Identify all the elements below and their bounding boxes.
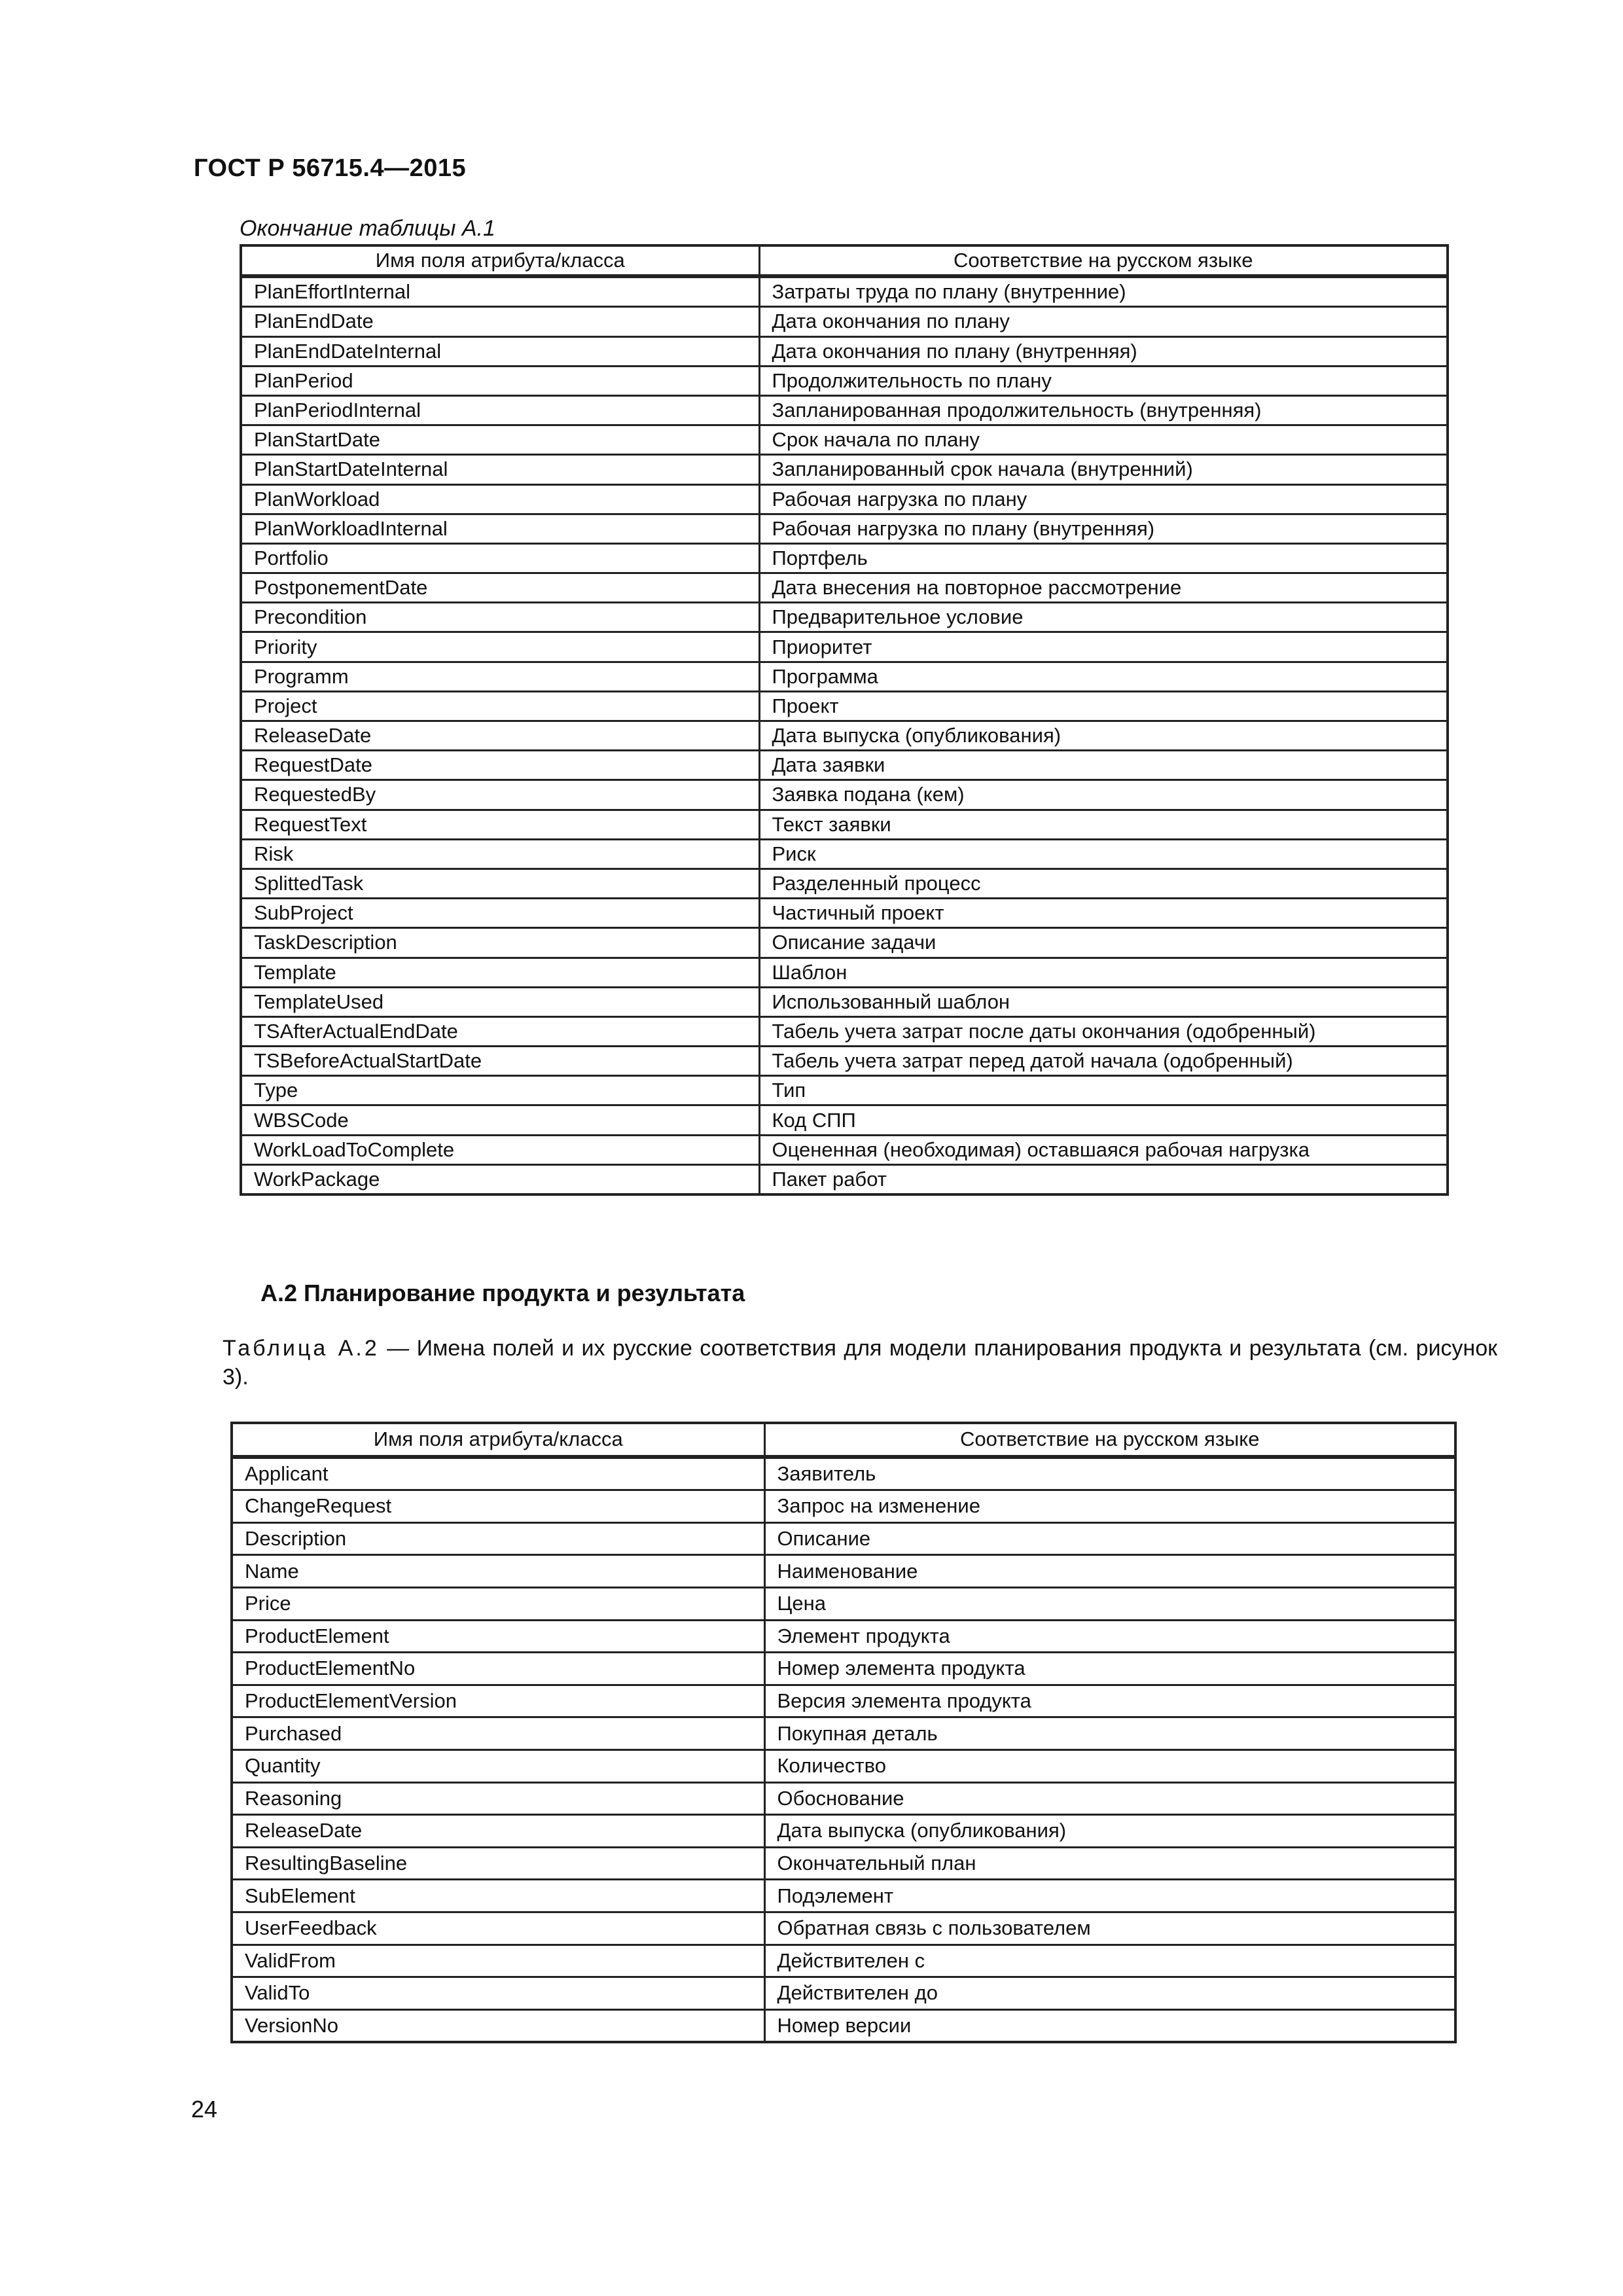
field-name-cell: ReleaseDate <box>241 721 759 751</box>
table-row <box>241 307 1448 336</box>
table-row <box>232 1782 1455 1815</box>
table-row <box>232 1847 1455 1880</box>
russian-equivalent-cell: Текст заявки <box>759 810 1448 839</box>
russian-equivalent-cell: Дата выпуска (опубликования) <box>759 721 1448 751</box>
table-row <box>232 1522 1455 1555</box>
table-row <box>232 1912 1455 1945</box>
field-name-cell: PlanStartDate <box>241 425 759 455</box>
russian-equivalent-cell: Оцененная (необходимая) оставшаяся рабочая нагрузка <box>759 1135 1448 1164</box>
field-name-cell: PlanWorkload <box>241 484 759 514</box>
table-row <box>241 691 1448 721</box>
russian-equivalent-cell: Действителен с <box>764 1945 1455 1977</box>
table-body <box>232 1457 1455 2043</box>
russian-equivalent-cell: Табель учета затрат после даты окончания (одобренный) <box>759 1016 1448 1046</box>
table-row <box>232 1749 1455 1782</box>
russian-equivalent-cell: Табель учета затрат перед датой начала (одобренный) <box>759 1047 1448 1076</box>
table-row <box>241 336 1448 366</box>
column-header-russian: Соответствие на русском языке <box>759 245 1448 276</box>
russian-equivalent-cell: Запланированный срок начала (внутренний) <box>759 455 1448 484</box>
table-header-row <box>232 1423 1455 1457</box>
field-name-cell: Type <box>241 1076 759 1105</box>
russian-equivalent-cell: Запланированная продолжительность (внутренняя) <box>759 395 1448 425</box>
russian-equivalent-cell: Предварительное условие <box>759 603 1448 632</box>
field-name-cell: RequestText <box>241 810 759 839</box>
document-id-header: ГОСТ Р 56715.4—2015 <box>194 154 467 182</box>
table-row <box>241 366 1448 395</box>
field-name-cell: ValidTo <box>232 1977 764 2010</box>
table-row <box>232 1945 1455 1977</box>
field-name-cell: Name <box>232 1555 764 1588</box>
field-name-cell: Programm <box>241 662 759 691</box>
table-row <box>241 751 1448 780</box>
table-row <box>232 1977 1455 2010</box>
russian-equivalent-cell: Описание задачи <box>759 928 1448 958</box>
table-row <box>241 1105 1448 1135</box>
table-row <box>241 632 1448 662</box>
field-name-cell: PlanEndDate <box>241 307 759 336</box>
table-row <box>232 1717 1455 1750</box>
field-name-cell: SplittedTask <box>241 869 759 898</box>
russian-equivalent-cell: Обоснование <box>764 1782 1455 1815</box>
russian-equivalent-cell: Количество <box>764 1749 1455 1782</box>
table-row <box>241 543 1448 573</box>
russian-equivalent-cell: Программа <box>759 662 1448 691</box>
table-body <box>241 276 1448 1194</box>
table-caption <box>223 1334 1497 1391</box>
field-name-cell: WorkLoadToComplete <box>241 1135 759 1164</box>
field-name-cell: PostponementDate <box>241 573 759 603</box>
field-name-cell: TSAfterActualEndDate <box>241 1016 759 1046</box>
table-row <box>241 780 1448 810</box>
russian-equivalent-cell: Наименование <box>764 1555 1455 1588</box>
field-name-cell: TaskDescription <box>241 928 759 958</box>
table-row <box>232 1555 1455 1588</box>
field-name-cell: WorkPackage <box>241 1164 759 1194</box>
table-row <box>241 958 1448 987</box>
russian-equivalent-cell: Проект <box>759 691 1448 721</box>
table-a1-continuation <box>240 244 1449 1196</box>
russian-equivalent-cell: Дата выпуска (опубликования) <box>764 1815 1455 1848</box>
table-header-row <box>241 245 1448 276</box>
russian-equivalent-cell: Разделенный процесс <box>759 869 1448 898</box>
table-row <box>241 1135 1448 1164</box>
russian-equivalent-cell: Обратная связь с пользователем <box>764 1912 1455 1945</box>
russian-equivalent-cell: Срок начала по плану <box>759 425 1448 455</box>
russian-equivalent-cell: Покупная деталь <box>764 1717 1455 1750</box>
russian-equivalent-cell: Действителен до <box>764 1977 1455 2010</box>
table-row <box>232 1620 1455 1653</box>
russian-equivalent-cell: Рабочая нагрузка по плану (внутренняя) <box>759 514 1448 543</box>
field-name-cell: SubElement <box>232 1880 764 1912</box>
field-name-cell: Template <box>241 958 759 987</box>
field-name-cell: Reasoning <box>232 1782 764 1815</box>
russian-equivalent-cell: Дата заявки <box>759 751 1448 780</box>
table-row <box>241 573 1448 603</box>
russian-equivalent-cell: Приоритет <box>759 632 1448 662</box>
field-name-cell: Quantity <box>232 1749 764 1782</box>
field-name-cell: PlanEffortInternal <box>241 276 759 307</box>
table-row <box>232 2009 1455 2042</box>
table-caption-label: Таблица А.2 <box>223 1336 380 1361</box>
table-row <box>241 928 1448 958</box>
field-name-cell: ReleaseDate <box>232 1815 764 1848</box>
table-row <box>241 395 1448 425</box>
russian-equivalent-cell: Дата внесения на повторное рассмотрение <box>759 573 1448 603</box>
section-heading: А.2 Планирование продукта и результата <box>260 1280 745 1306</box>
field-name-cell: Precondition <box>241 603 759 632</box>
field-name-cell: ResultingBaseline <box>232 1847 764 1880</box>
russian-equivalent-cell: Элемент продукта <box>764 1620 1455 1653</box>
table-row <box>241 721 1448 751</box>
russian-equivalent-cell: Описание <box>764 1522 1455 1555</box>
table-row <box>241 839 1448 869</box>
russian-equivalent-cell: Шаблон <box>759 958 1448 987</box>
table-row <box>241 869 1448 898</box>
column-header-russian: Соответствие на русском языке <box>764 1423 1455 1457</box>
table-row <box>241 899 1448 928</box>
russian-equivalent-cell: Продолжительность по плану <box>759 366 1448 395</box>
table-caption-text: — Имена полей и их русские соответствия для модели планирования продукта и результата (см. рисунок 3). <box>223 1336 1497 1390</box>
russian-equivalent-cell: Код СПП <box>759 1105 1448 1135</box>
russian-equivalent-cell: Затраты труда по плану (внутренние) <box>759 276 1448 307</box>
field-name-cell: SubProject <box>241 899 759 928</box>
column-header-field-name: Имя поля атрибута/класса <box>232 1423 764 1457</box>
field-name-cell: ProductElementVersion <box>232 1685 764 1717</box>
field-name-cell: ValidFrom <box>232 1945 764 1977</box>
russian-equivalent-cell: Дата окончания по плану <box>759 307 1448 336</box>
field-name-cell: PlanPeriodInternal <box>241 395 759 425</box>
table-row <box>232 1490 1455 1523</box>
field-name-cell: WBSCode <box>241 1105 759 1135</box>
field-name-cell: Applicant <box>232 1457 764 1490</box>
field-name-cell: RequestDate <box>241 751 759 780</box>
table-a2 <box>230 1422 1457 2043</box>
table-continuation-label: Окончание таблицы А.1 <box>240 216 495 241</box>
field-name-cell: Purchased <box>232 1717 764 1750</box>
table-row <box>241 514 1448 543</box>
table-row <box>241 1016 1448 1046</box>
russian-equivalent-cell: Окончательный план <box>764 1847 1455 1880</box>
table-row <box>241 455 1448 484</box>
table-row <box>241 1076 1448 1105</box>
page-number: 24 <box>191 2096 218 2123</box>
table-row <box>241 425 1448 455</box>
russian-equivalent-cell: Дата окончания по плану (внутренняя) <box>759 336 1448 366</box>
table-row <box>241 662 1448 691</box>
field-name-cell: Portfolio <box>241 543 759 573</box>
table-row <box>241 1164 1448 1194</box>
table-row <box>241 276 1448 307</box>
russian-equivalent-cell: Портфель <box>759 543 1448 573</box>
table-row <box>232 1880 1455 1912</box>
field-name-cell: PlanEndDateInternal <box>241 336 759 366</box>
field-name-cell: UserFeedback <box>232 1912 764 1945</box>
field-name-cell: PlanStartDateInternal <box>241 455 759 484</box>
table-row <box>232 1685 1455 1717</box>
field-name-cell: Priority <box>241 632 759 662</box>
field-name-cell: PlanPeriod <box>241 366 759 395</box>
russian-equivalent-cell: Заявка подана (кем) <box>759 780 1448 810</box>
field-name-cell: PlanWorkloadInternal <box>241 514 759 543</box>
field-name-cell: TSBeforeActualStartDate <box>241 1047 759 1076</box>
table-row <box>241 1047 1448 1076</box>
field-name-cell: ProductElement <box>232 1620 764 1653</box>
field-name-cell: ChangeRequest <box>232 1490 764 1523</box>
russian-equivalent-cell: Заявитель <box>764 1457 1455 1490</box>
table-row <box>232 1815 1455 1848</box>
russian-equivalent-cell: Рабочая нагрузка по плану <box>759 484 1448 514</box>
column-header-field-name: Имя поля атрибута/класса <box>241 245 759 276</box>
table-row <box>241 987 1448 1016</box>
field-name-cell: ProductElementNo <box>232 1653 764 1685</box>
table-row <box>232 1587 1455 1620</box>
russian-equivalent-cell: Подэлемент <box>764 1880 1455 1912</box>
russian-equivalent-cell: Запрос на изменение <box>764 1490 1455 1523</box>
field-name-cell: Description <box>232 1522 764 1555</box>
russian-equivalent-cell: Тип <box>759 1076 1448 1105</box>
russian-equivalent-cell: Пакет работ <box>759 1164 1448 1194</box>
russian-equivalent-cell: Частичный проект <box>759 899 1448 928</box>
table-row <box>232 1457 1455 1490</box>
russian-equivalent-cell: Цена <box>764 1587 1455 1620</box>
field-name-cell: Project <box>241 691 759 721</box>
table-row <box>241 810 1448 839</box>
field-name-cell: VersionNo <box>232 2009 764 2042</box>
russian-equivalent-cell: Риск <box>759 839 1448 869</box>
russian-equivalent-cell: Использованный шаблон <box>759 987 1448 1016</box>
table-row <box>241 484 1448 514</box>
russian-equivalent-cell: Номер элемента продукта <box>764 1653 1455 1685</box>
russian-equivalent-cell: Версия элемента продукта <box>764 1685 1455 1717</box>
field-name-cell: Risk <box>241 839 759 869</box>
field-name-cell: Price <box>232 1587 764 1620</box>
field-name-cell: TemplateUsed <box>241 987 759 1016</box>
table-row <box>241 603 1448 632</box>
table-row <box>232 1653 1455 1685</box>
field-name-cell: RequestedBy <box>241 780 759 810</box>
russian-equivalent-cell: Номер версии <box>764 2009 1455 2042</box>
